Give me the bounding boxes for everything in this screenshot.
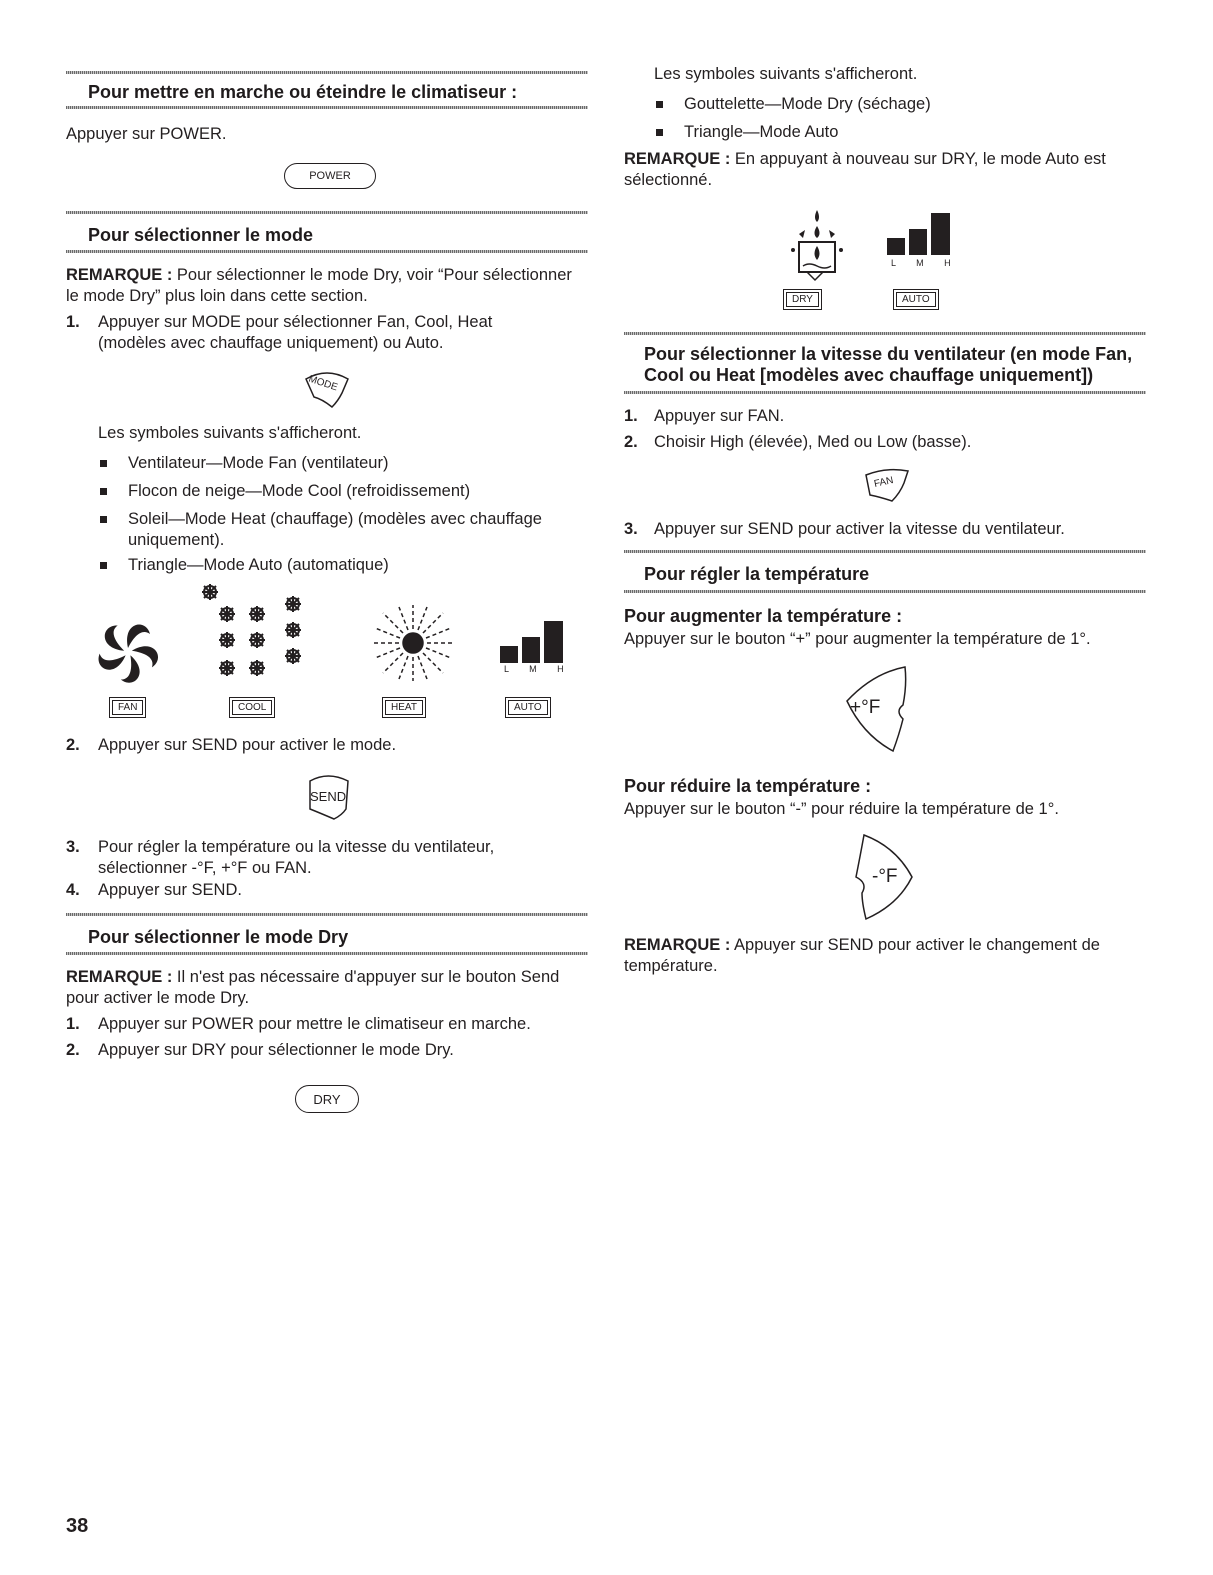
- mode-symbols-intro: Les symboles suivants s'afficheront.: [98, 424, 362, 442]
- mode-bullet-2: Flocon de neige—Mode Cool (refroidissement): [128, 482, 471, 500]
- section-rule: [66, 250, 588, 253]
- fan-mode-label: FAN: [109, 697, 146, 718]
- mode-step-1: Appuyer sur MODE pour sélectionner Fan, Cool, Heat (modèles avec chauffage uniquement) ou Auto.: [98, 313, 493, 352]
- dry-note: REMARQUE : Il n'est pas nécessaire d'appuyer sur le bouton Send pour activer le mode Dry.: [66, 968, 560, 1007]
- dry-note: REMARQUE : En appuyant à nouveau sur DRY, le mode Auto est sélectionné.: [624, 150, 1106, 189]
- mode-button-label: MODE: [307, 373, 339, 394]
- fan-icon: [88, 617, 168, 687]
- mode-note: REMARQUE : Pour sélectionner le mode Dry, voir “Pour sélectionner le mode Dry” plus loin dans cette section.: [66, 266, 572, 305]
- section-rule: [66, 913, 588, 916]
- mode-bullet-1: Ventilateur—Mode Fan (ventilateur): [128, 454, 389, 472]
- page-number: 38: [66, 1515, 89, 1537]
- bullet: [656, 129, 663, 136]
- speed-levels: L M H: [891, 258, 960, 268]
- dry-step-1: Appuyer sur POWER pour mettre le climatiseur en marche.: [98, 1015, 531, 1033]
- fan-button-label: FAN: [873, 475, 895, 490]
- fan-speed-icon: [498, 621, 568, 663]
- fan-step-2: Choisir High (élevée), Med ou Low (basse).: [654, 433, 972, 451]
- fan-step-3: Appuyer sur SEND pour activer la vitesse du ventilateur.: [654, 520, 1065, 538]
- step-number: 2.: [66, 736, 80, 754]
- decrease-heading: Pour réduire la température :: [624, 776, 872, 796]
- step-number: 1.: [66, 313, 80, 331]
- increase-text: Appuyer sur le bouton “+” pour augmenter la température de 1°.: [624, 630, 1091, 648]
- sun-icon: [368, 603, 458, 683]
- section-rule: [624, 332, 1146, 335]
- heat-mode-label: HEAT: [382, 697, 426, 718]
- section-rule: [66, 106, 588, 109]
- minus-temp-label: -°F: [872, 866, 898, 887]
- bullet: [656, 101, 663, 108]
- section-rule: [66, 71, 588, 74]
- power-button-icon: POWER: [284, 163, 376, 189]
- bullet: [100, 562, 107, 569]
- section-rule: [66, 211, 588, 214]
- step-number: 1.: [66, 1015, 80, 1033]
- step-number: 4.: [66, 881, 80, 899]
- section-rule: [624, 550, 1146, 553]
- section-rule: [624, 590, 1146, 593]
- bullet: [100, 460, 107, 467]
- dry-button-icon: DRY: [295, 1085, 359, 1113]
- speed-levels: L M H: [504, 664, 573, 674]
- cool-mode-label: COOL: [229, 697, 275, 718]
- mode-bullet-3: Soleil—Mode Heat (chauffage) (modèles avec chauffage uniquement).: [128, 510, 542, 549]
- auto-mode-label: AUTO: [893, 289, 939, 310]
- mode-step-2: Appuyer sur SEND pour activer le mode.: [98, 736, 397, 754]
- bullet: [100, 488, 107, 495]
- temperature-heading: Pour régler la température: [644, 564, 870, 584]
- mode-heading: Pour sélectionner le mode: [88, 225, 314, 245]
- send-button-label: SEND: [310, 789, 347, 804]
- power-text: Appuyer sur POWER.: [66, 125, 227, 143]
- plus-temp-label: +°F: [850, 697, 881, 718]
- bullet: [100, 516, 107, 523]
- dry-step-2: Appuyer sur DRY pour sélectionner le mode Dry.: [98, 1041, 454, 1059]
- dry-bullet-2: Triangle—Mode Auto: [684, 123, 839, 141]
- fan-speed-heading: Pour sélectionner la vitesse du ventilateur (en mode Fan, Cool ou Heat [modèles avec chauffage uniquement]): [644, 344, 1133, 385]
- dry-heading: Pour sélectionner le mode Dry: [88, 927, 349, 947]
- fan-step-1: Appuyer sur FAN.: [654, 407, 785, 425]
- step-number: 2.: [624, 433, 638, 451]
- mode-step-3: Pour régler la température ou la vitesse du ventilateur, sélectionner -°F, +°F ou FAN.: [98, 838, 495, 877]
- mode-bullet-4: Triangle—Mode Auto (automatique): [128, 556, 389, 574]
- mode-step-4: Appuyer sur SEND.: [98, 881, 242, 899]
- section-rule: [66, 952, 588, 955]
- droplet-icon: [787, 208, 847, 283]
- temperature-note: REMARQUE : Appuyer sur SEND pour activer le changement de température.: [624, 936, 1100, 975]
- step-number: 3.: [624, 520, 638, 538]
- dry-mode-label: DRY: [783, 289, 822, 310]
- power-heading: Pour mettre en marche ou éteindre le climatiseur :: [88, 82, 518, 102]
- step-number: 1.: [624, 407, 638, 425]
- auto-mode-label: AUTO: [505, 697, 551, 718]
- dry-symbols-intro: Les symboles suivants s'afficheront.: [654, 65, 918, 83]
- increase-heading: Pour augmenter la température :: [624, 606, 903, 626]
- step-number: 2.: [66, 1041, 80, 1059]
- fan-speed-icon: [885, 213, 955, 255]
- decrease-text: Appuyer sur le bouton “-” pour réduire la température de 1°.: [624, 800, 1059, 818]
- dry-bullet-1: Gouttelette—Mode Dry (séchage): [684, 95, 931, 113]
- step-number: 3.: [66, 838, 80, 856]
- section-rule: [624, 391, 1146, 394]
- snowflake-icon: [210, 592, 310, 682]
